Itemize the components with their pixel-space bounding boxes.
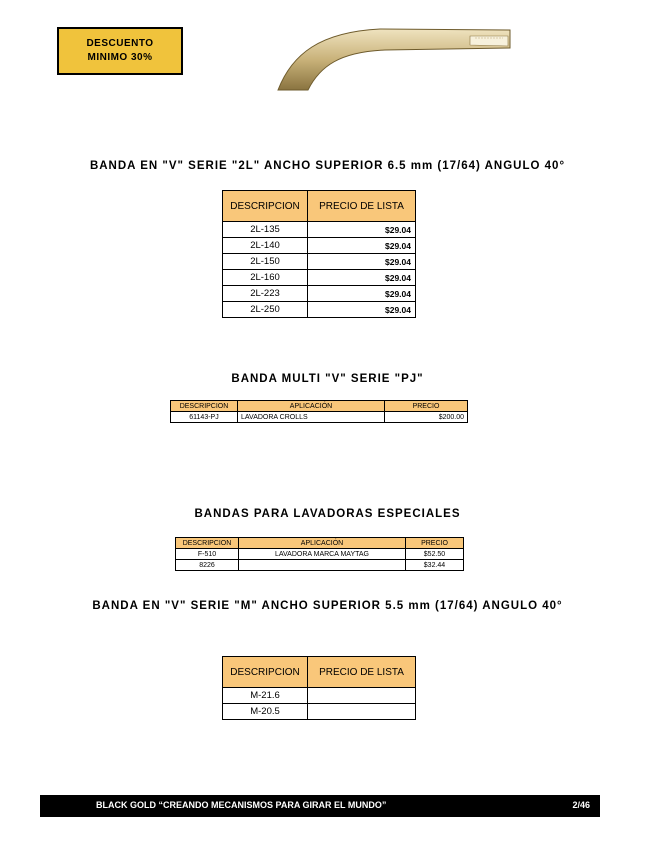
col-header-description: DESCRIPCION — [223, 191, 308, 222]
cell-price: $29.04 — [308, 222, 416, 238]
series-2l-table — [222, 190, 416, 318]
section2-heading: BANDA MULTI "V" SERIE "PJ" — [231, 373, 424, 385]
cell-application: LAVADORA CROLLS — [238, 412, 385, 423]
cell-price: $200.00 — [385, 412, 468, 423]
col-header-application: APLICACIÓN — [239, 538, 406, 549]
cell-description: 2L-140 — [223, 238, 308, 254]
cell-price: $52.50 — [406, 549, 464, 560]
table-row — [171, 412, 468, 423]
col-header-description: DESCRIPCION — [223, 657, 308, 688]
table-row — [223, 222, 416, 238]
page-number: 2/46 — [572, 800, 590, 810]
cell-description: 2L-223 — [223, 286, 308, 302]
section4-heading: BANDA EN "V" SERIE "M" ANCHO SUPERIOR 5.5 mm (17/64) ANGULO 40° — [92, 600, 563, 612]
col-header-application: APLICACIÓN — [238, 401, 385, 412]
table-row — [223, 238, 416, 254]
cell-price: $29.04 — [308, 286, 416, 302]
col-header-list-price: PRECIO DE LISTA — [308, 657, 416, 688]
col-header-price: PRECIO — [385, 401, 468, 412]
cell-price: $29.04 — [308, 302, 416, 318]
section1-heading: BANDA EN "V" SERIE "2L" ANCHO SUPERIOR 6.5 mm (17/64) ANGULO 40° — [89, 160, 566, 172]
cell-price: $29.04 — [308, 270, 416, 286]
v-belt-image — [270, 14, 530, 94]
cell-description: M-20.5 — [223, 704, 308, 720]
col-header-list-price: PRECIO DE LISTA — [308, 191, 416, 222]
section3-heading: BANDAS PARA LAVADORAS ESPECIALES — [194, 508, 461, 520]
footer-slogan: BLACK GOLD “CREANDO MECANISMOS PARA GIRAR EL MUNDO” — [96, 800, 387, 810]
cell-description: M-21.6 — [223, 688, 308, 704]
discount-badge-line2: MINIMO 30% — [87, 52, 153, 63]
cell-application: LAVADORA MARCA MAYTAG — [239, 549, 406, 560]
cell-price — [308, 688, 416, 704]
cell-description: 2L-135 — [223, 222, 308, 238]
cell-description: F-510 — [176, 549, 239, 560]
table-row — [176, 560, 464, 571]
cell-description: 2L-250 — [223, 302, 308, 318]
cell-price: $32.44 — [406, 560, 464, 571]
table-row — [223, 286, 416, 302]
series-m-table — [222, 656, 416, 720]
col-header-description: DESCRIPCION — [176, 538, 239, 549]
cell-description: 2L-150 — [223, 254, 308, 270]
discount-badge — [57, 27, 183, 75]
cell-description: 2L-160 — [223, 270, 308, 286]
cell-price: $29.04 — [308, 254, 416, 270]
discount-badge-line1: DESCUENTO — [86, 38, 154, 49]
col-header-price: PRECIO — [406, 538, 464, 549]
cell-description: 8226 — [176, 560, 239, 571]
cell-application — [239, 560, 406, 571]
multi-v-pj-table — [170, 400, 468, 423]
col-header-description: DESCRIPCION — [171, 401, 238, 412]
cell-price: $29.04 — [308, 238, 416, 254]
cell-price — [308, 704, 416, 720]
footer-bar — [40, 795, 600, 817]
table-row — [223, 254, 416, 270]
table-row — [223, 270, 416, 286]
table-row — [223, 302, 416, 318]
table-row — [176, 549, 464, 560]
table-row — [223, 704, 416, 720]
cell-description: 61143-PJ — [171, 412, 238, 423]
table-row — [223, 688, 416, 704]
special-washer-belts-table — [175, 537, 464, 571]
